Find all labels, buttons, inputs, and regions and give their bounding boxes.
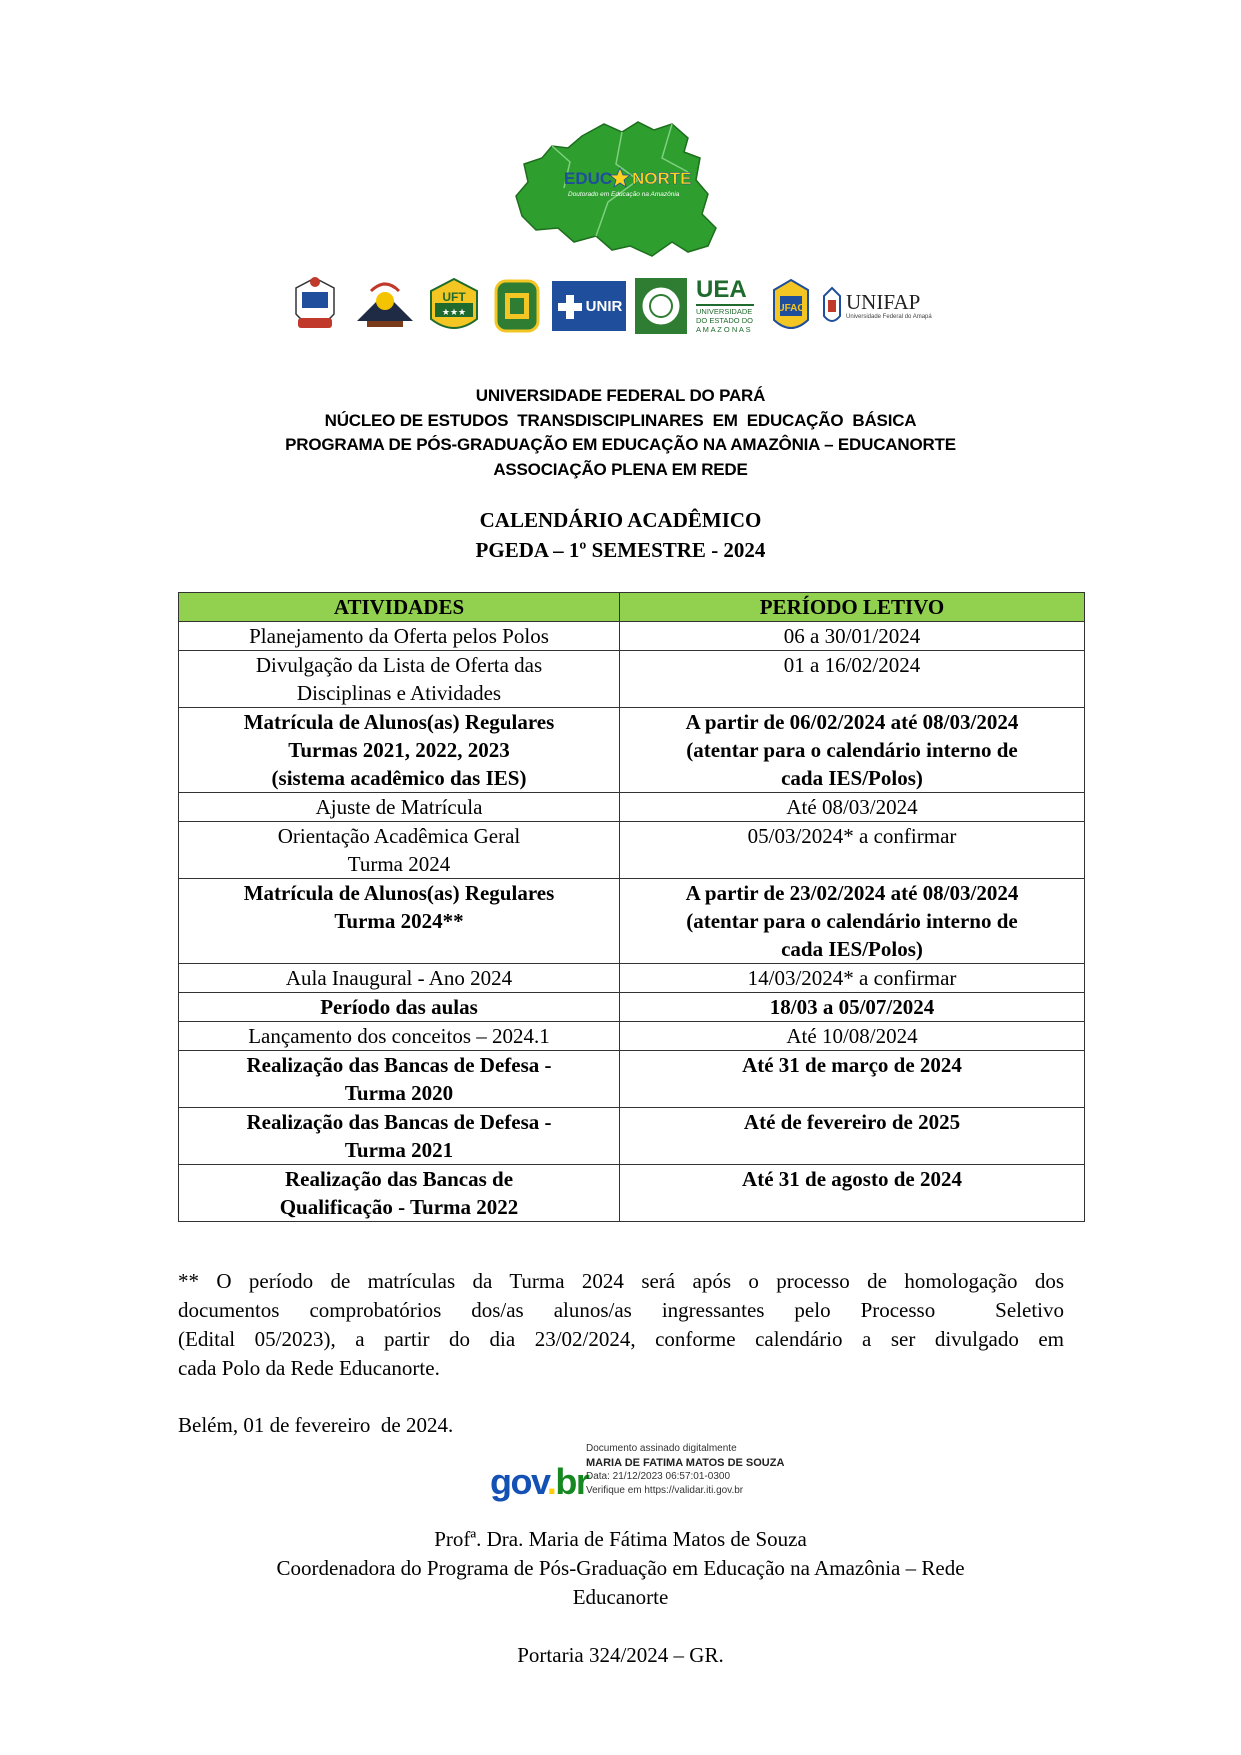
- uft-logo-icon: [426, 272, 482, 340]
- activity-cell: [179, 964, 620, 993]
- period-cell: [620, 1108, 1085, 1165]
- activity-cell-line: Aula Inaugural - Ano 2024: [285, 966, 513, 990]
- period-cell: [620, 651, 1085, 708]
- activity-cell: [179, 708, 620, 793]
- period-cell-line: Até 08/03/2024: [786, 795, 918, 819]
- activity-cell: [179, 622, 620, 651]
- header-line-2: NÚCLEO DE ESTUDOS TRANSDISCIPLINARES EM EDUCAÇÃO BÁSICA: [324, 410, 917, 430]
- activity-cell-line: Turma 2020: [344, 1081, 454, 1105]
- period-cell-line: Até 31 de março de 2024: [742, 1053, 962, 1077]
- activity-cell-line: Turma 2024**: [334, 909, 464, 933]
- note-line-1: ** O período de matrículas da Turma 2024 será após o processo de homologação dos: [178, 1269, 1064, 1293]
- logo-tagline: Doutorado em Educação na Amazônia: [568, 191, 680, 198]
- activity-cell: [179, 879, 620, 964]
- activity-cell: [179, 1108, 620, 1165]
- header-line-4: ASSOCIAÇÃO PLENA EM REDE: [493, 459, 748, 479]
- table-row: [179, 1165, 1085, 1222]
- govbr-logo-icon: gov.br: [490, 1461, 589, 1502]
- uea-sub-2: DO ESTADO DO: [696, 316, 753, 325]
- period-cell-line: 01 a 16/02/2024: [783, 653, 921, 677]
- note-line-2: documentos comprobatórios dos/as alunos/as ingressantes pelo Processo Seletivo: [178, 1298, 1064, 1322]
- calendar-table: [178, 592, 1085, 1222]
- calendar-table-body: [179, 622, 1085, 1222]
- amazon-region-map-icon: [516, 122, 716, 256]
- period-cell: [620, 993, 1085, 1022]
- svg-text:★★★: ★★★: [441, 308, 467, 318]
- table-row: [179, 879, 1085, 964]
- period-cell-line: 06 a 30/01/2024: [783, 624, 921, 648]
- activity-cell-line: Realização das Bancas de Defesa -: [246, 1110, 552, 1134]
- unifap-logo-icon: [822, 272, 940, 340]
- activity-cell: [179, 822, 620, 879]
- unifap-name: UNIFAP: [846, 290, 921, 314]
- table-row: [179, 1022, 1085, 1051]
- signer-name: MARIA DE FATIMA MATOS DE SOUZA: [586, 1457, 785, 1469]
- period-cell-line: cada IES/Polos): [781, 937, 923, 961]
- table-row: [179, 1051, 1085, 1108]
- activity-cell-line: Turma 2024: [347, 852, 451, 876]
- ufpa-crest-icon: [288, 272, 342, 340]
- activity-cell: [179, 1051, 620, 1108]
- column-header-period: PERÍODO LETIVO: [620, 593, 1085, 622]
- ufrr-crest-icon: [352, 272, 418, 340]
- table-row: [179, 993, 1085, 1022]
- column-header-activities: ATIVIDADES: [179, 593, 620, 622]
- activity-cell-line: Disciplinas e Atividades: [296, 681, 502, 705]
- activity-cell-line: Matrícula de Alunos(as) Regulares: [243, 881, 555, 905]
- place-and-date: Belém, 01 de fevereiro de 2024.: [178, 1413, 454, 1437]
- table-row: [179, 1108, 1085, 1165]
- activity-cell-line: Turma 2021: [344, 1138, 454, 1162]
- activity-cell: [179, 651, 620, 708]
- period-cell-line: cada IES/Polos): [781, 766, 923, 790]
- note-line-4: cada Polo da Rede Educanorte.: [178, 1356, 440, 1380]
- period-cell-line: A partir de 06/02/2024 até 08/03/2024: [685, 710, 1019, 734]
- period-cell-line: 05/03/2024* a confirmar: [747, 824, 957, 848]
- table-row: [179, 964, 1085, 993]
- activity-cell-line: Realização das Bancas de: [284, 1167, 514, 1191]
- institution-header: [0, 384, 1241, 482]
- activity-cell-line: Planejamento da Oferta pelos Polos: [249, 624, 549, 648]
- table-row: [179, 651, 1085, 708]
- uea-name: UEA: [696, 276, 747, 303]
- activity-cell-line: Turmas 2021, 2022, 2023: [288, 738, 510, 762]
- svg-text:UFAC: UFAC: [777, 303, 805, 314]
- title-line-2: PGEDA – 1º SEMESTRE - 2024: [475, 538, 766, 562]
- educanorte-logo: [512, 118, 720, 263]
- table-row: [179, 622, 1085, 651]
- period-cell: [620, 1051, 1085, 1108]
- activity-cell-line: Matrícula de Alunos(as) Regulares: [243, 710, 555, 734]
- signature-caption: Documento assinado digitalmente: [586, 1443, 737, 1454]
- activity-cell-line: Qualificação - Turma 2022: [279, 1195, 519, 1219]
- period-cell: [620, 879, 1085, 964]
- ufpi-crest-icon: [490, 272, 544, 340]
- activity-cell: [179, 1165, 620, 1222]
- activity-cell-line: Orientação Acadêmica Geral: [277, 824, 521, 848]
- period-cell-line: A partir de 23/02/2024 até 08/03/2024: [685, 881, 1019, 905]
- activity-cell: [179, 793, 620, 822]
- unir-logo-icon: [552, 272, 626, 340]
- activity-cell-line: Lançamento dos conceitos – 2024.1: [248, 1024, 550, 1048]
- period-cell-line: Até 31 de agosto de 2024: [742, 1167, 962, 1191]
- signature-block: [0, 1525, 1241, 1670]
- period-cell: [620, 793, 1085, 822]
- ufam-seal-icon: [634, 272, 688, 340]
- unifap-sub: Universidade Federal do Amapá: [846, 314, 932, 320]
- period-cell-line: (atentar para o calendário interno de: [686, 738, 1018, 762]
- title-line-1: CALENDÁRIO ACADÊMICO: [479, 508, 762, 532]
- portaria: Portaria 324/2024 – GR.: [517, 1643, 724, 1667]
- period-cell: [620, 1022, 1085, 1051]
- activity-cell-line: Realização das Bancas de Defesa -: [246, 1053, 552, 1077]
- activity-cell-line: (sistema acadêmico das IES): [271, 766, 527, 790]
- header-line-3: PROGRAMA DE PÓS-GRADUAÇÃO EM EDUCAÇÃO NA AMAZÔNIA – EDUCANORTE: [285, 435, 956, 454]
- coordinator-name: Profª. Dra. Maria de Fátima Matos de Souza: [434, 1527, 807, 1551]
- period-cell-line: Até de fevereiro de 2025: [743, 1110, 961, 1134]
- period-cell: [620, 1165, 1085, 1222]
- signature-verify-link[interactable]: Verifique em https://validar.iti.gov.br: [586, 1485, 744, 1496]
- header-line-1: UNIVERSIDADE FEDERAL DO PARÁ: [475, 386, 766, 405]
- period-cell-line: (atentar para o calendário interno de: [686, 909, 1018, 933]
- period-cell: [620, 964, 1085, 993]
- period-cell: [620, 622, 1085, 651]
- table-row: [179, 822, 1085, 879]
- period-cell: [620, 708, 1085, 793]
- note-line-3: (Edital 05/2023), a partir do dia 23/02/2024, conforme calendário a ser divulgado em: [178, 1327, 1064, 1351]
- uea-logo-icon: [696, 272, 758, 340]
- signature-date: Data: 21/12/2023 06:57:01-0300: [586, 1471, 731, 1482]
- period-cell-line: 18/03 a 05/07/2024: [769, 995, 935, 1019]
- period-cell-line: 14/03/2024* a confirmar: [747, 966, 957, 990]
- period-cell: [620, 822, 1085, 879]
- enrollment-note: [178, 1267, 1064, 1383]
- logo-text-2: NORTE: [632, 169, 692, 188]
- uea-sub-1: UNIVERSIDADE: [696, 307, 753, 316]
- coordinator-role-2: Educanorte: [572, 1585, 669, 1609]
- svg-text:UNIR: UNIR: [585, 298, 623, 315]
- partner-institutions: [280, 272, 960, 342]
- table-row: [179, 793, 1085, 822]
- table-header-row: [179, 593, 1085, 622]
- ufac-crest-icon: [768, 272, 814, 340]
- activity-cell: [179, 1022, 620, 1051]
- table-row: [179, 708, 1085, 793]
- digital-signature-stamp: [490, 1442, 790, 1514]
- activity-cell: [179, 993, 620, 1022]
- svg-text:UFT: UFT: [442, 290, 466, 304]
- uea-sub-3: A M A Z O N A S: [696, 325, 751, 334]
- activity-cell-line: Ajuste de Matrícula: [315, 795, 483, 819]
- coordinator-role-1: Coordenadora do Programa de Pós-Graduação em Educação na Amazônia – Rede: [276, 1556, 965, 1580]
- activity-cell-line: Período das aulas: [320, 995, 478, 1019]
- activity-cell-line: Divulgação da Lista de Oferta das: [255, 653, 543, 677]
- document-title: [0, 505, 1241, 565]
- logo-text: EDUC: [564, 169, 613, 188]
- period-cell-line: Até 10/08/2024: [786, 1024, 918, 1048]
